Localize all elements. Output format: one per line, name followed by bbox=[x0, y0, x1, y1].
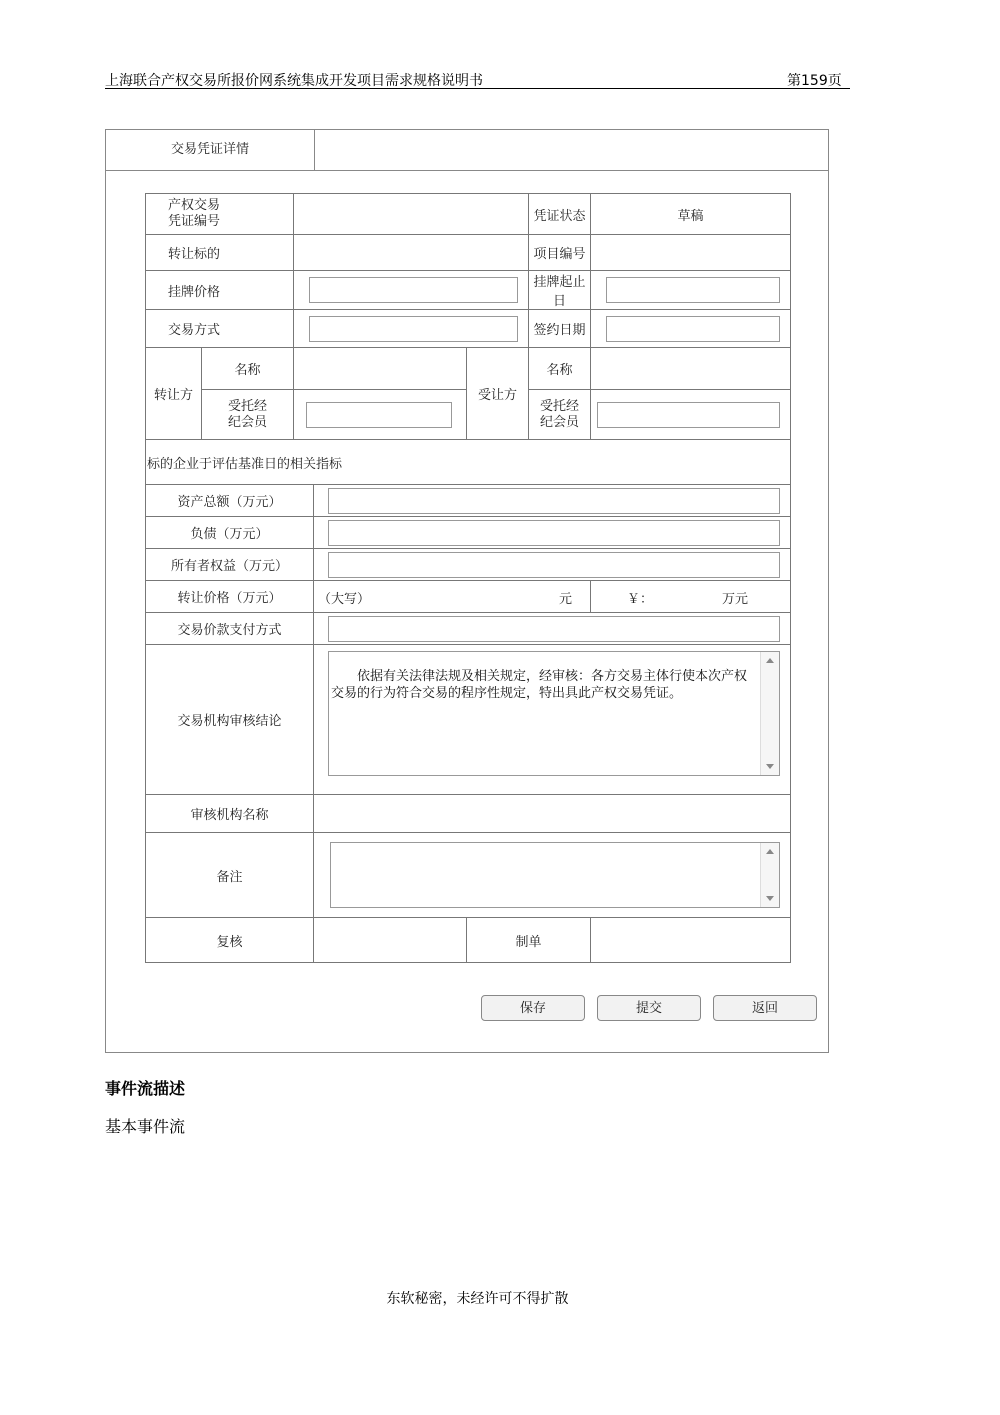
transferee-broker-label: 受托经 纪会员 bbox=[529, 390, 591, 440]
conclusion-label: 交易机构审核结论 bbox=[146, 645, 314, 795]
transfer-price-label: 转让价格（万元） bbox=[146, 581, 314, 613]
header-rule bbox=[105, 88, 850, 89]
conclusion-scrollbar[interactable] bbox=[760, 652, 779, 775]
section-subheading: 基本事件流 bbox=[105, 1117, 186, 1136]
equity-input[interactable] bbox=[328, 552, 780, 578]
transferor-broker-label: 受托经 纪会员 bbox=[202, 390, 294, 440]
equity-label: 所有者权益（万元） bbox=[146, 549, 314, 581]
sign-date-label: 签约日期 bbox=[529, 310, 591, 348]
voucher-form-table bbox=[145, 193, 791, 963]
sign-date-input[interactable] bbox=[606, 316, 780, 342]
transferee-broker-input[interactable] bbox=[597, 402, 780, 428]
page-number: 第159页 bbox=[787, 73, 842, 89]
scroll-up-icon[interactable] bbox=[766, 849, 774, 854]
listing-price-label: 挂牌价格 bbox=[146, 271, 294, 310]
transfer-price-num-cell bbox=[591, 581, 791, 613]
trade-method-label: 交易方式 bbox=[146, 310, 294, 348]
transferee-label: 受让方 bbox=[467, 348, 529, 440]
transferor-label: 转让方 bbox=[146, 348, 202, 440]
trade-method-input[interactable] bbox=[309, 316, 518, 342]
target-label: 转让标的 bbox=[146, 235, 294, 271]
indicator-section-title: 标的企业于评估基准日的相关指标 bbox=[146, 440, 791, 485]
listing-start-input[interactable] bbox=[606, 277, 780, 303]
voucher-status-label: 凭证状态 bbox=[529, 194, 591, 235]
voucher-no-label: 产权交易 凭证编号 bbox=[146, 194, 294, 235]
listing-start-label: 挂牌起止日 bbox=[529, 271, 591, 310]
price-caps-label: （大写） bbox=[318, 592, 371, 607]
scroll-down-icon[interactable] bbox=[766, 764, 774, 769]
tab-underline bbox=[314, 170, 829, 171]
transfer-price-caps-cell bbox=[314, 581, 591, 613]
payment-method-label: 交易价款支付方式 bbox=[146, 613, 314, 645]
voucher-status-value: 草稿 bbox=[591, 194, 791, 235]
project-no-label: 项目编号 bbox=[529, 235, 591, 271]
listing-price-input[interactable] bbox=[309, 277, 518, 303]
transferee-name-label: 名称 bbox=[529, 348, 591, 390]
section-heading: 事件流描述 bbox=[105, 1079, 186, 1098]
remark-label: 备注 bbox=[146, 833, 314, 918]
review-org-value bbox=[314, 795, 791, 833]
document-title: 上海联合产权交易所报价网系统集成开发项目需求规格说明书 bbox=[105, 73, 483, 89]
transferee-name-value bbox=[591, 348, 791, 390]
payment-method-input[interactable] bbox=[328, 616, 780, 642]
conclusion-text: 依据有关法律法规及相关规定，经审核：各方交易主体行使本次产权交易的行为符合交易的程序性规定，特出具此产权交易凭证。 bbox=[331, 669, 748, 701]
yen-symbol-label: ￥： bbox=[627, 592, 654, 607]
recheck-value bbox=[314, 918, 467, 963]
review-org-label: 审核机构名称 bbox=[146, 795, 314, 833]
wan-yuan-unit-label: 万元 bbox=[722, 592, 749, 607]
yuan-unit-label: 元 bbox=[559, 592, 573, 607]
voucher-no-value bbox=[294, 194, 529, 235]
project-no-value bbox=[591, 235, 791, 271]
maker-label: 制单 bbox=[467, 918, 591, 963]
liabilities-label: 负债（万元） bbox=[146, 517, 314, 549]
transferor-broker-input[interactable] bbox=[306, 402, 452, 428]
transferor-name-label: 名称 bbox=[202, 348, 294, 390]
save-button[interactable]: 保存 bbox=[481, 995, 585, 1021]
tab-voucher-detail-label: 交易凭证详情 bbox=[170, 142, 249, 157]
back-button[interactable]: 返回 bbox=[713, 995, 817, 1021]
target-value bbox=[294, 235, 529, 271]
confidential-footer: 东软秘密，未经许可不得扩散 bbox=[386, 1291, 569, 1307]
transferor-name-value bbox=[294, 348, 467, 390]
conclusion-textarea[interactable] bbox=[328, 651, 780, 776]
remark-scrollbar[interactable] bbox=[760, 843, 779, 907]
scroll-up-icon[interactable] bbox=[766, 658, 774, 663]
maker-value bbox=[591, 918, 791, 963]
liabilities-input[interactable] bbox=[328, 520, 780, 546]
scroll-down-icon[interactable] bbox=[766, 896, 774, 901]
recheck-label: 复核 bbox=[146, 918, 314, 963]
total-assets-label: 资产总额（万元） bbox=[146, 485, 314, 517]
total-assets-input[interactable] bbox=[328, 488, 780, 514]
submit-button[interactable]: 提交 bbox=[597, 995, 701, 1021]
remark-textarea[interactable] bbox=[330, 842, 780, 908]
